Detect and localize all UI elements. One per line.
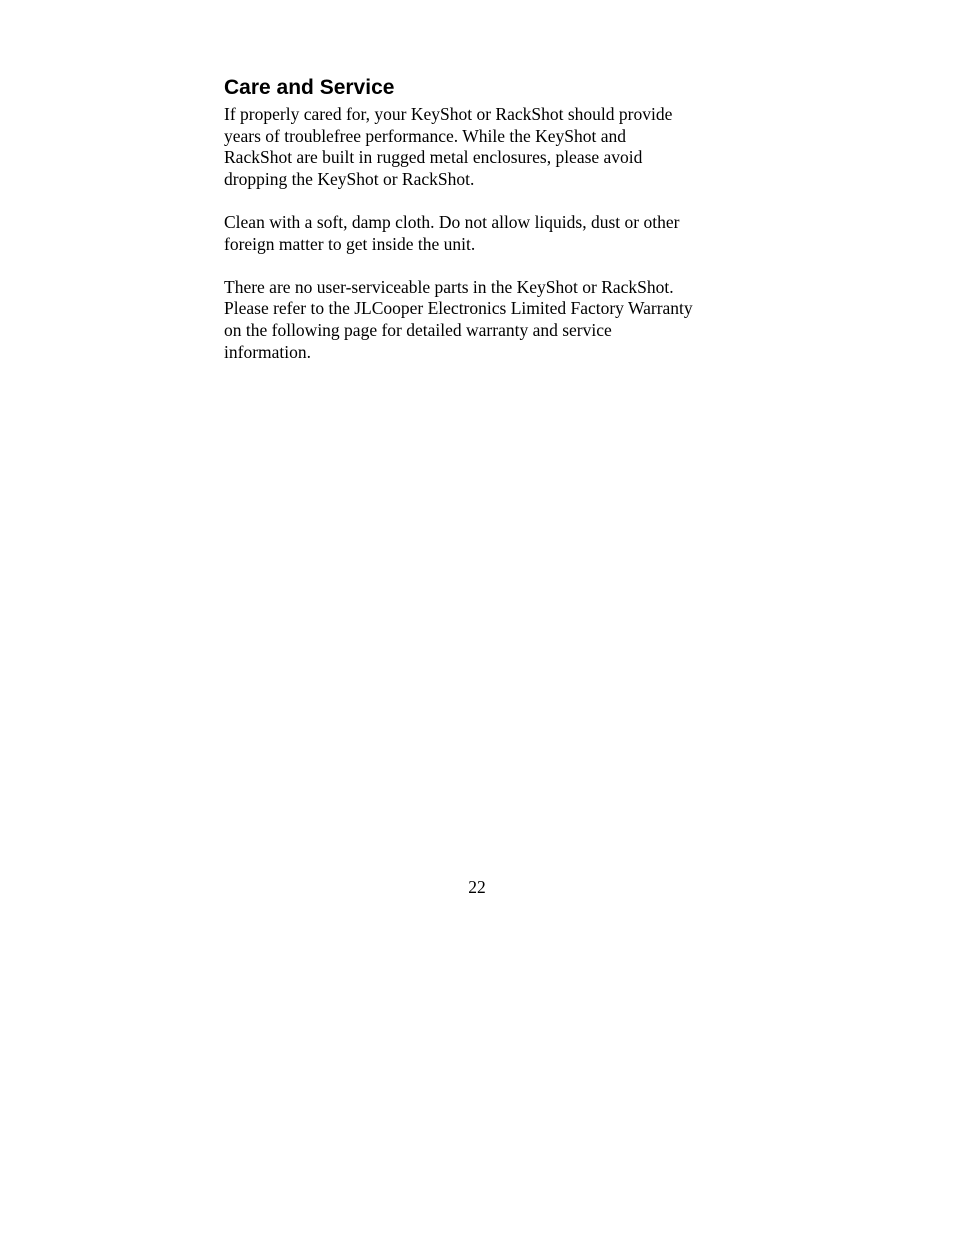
care-and-service-section <box>224 74 734 385</box>
paragraph-service: There are no user-serviceable parts in the KeyShot or RackShot. Please refer to the JLCooper Electronics Limited Factory Warranty on the following page for detailed warranty and service information. <box>224 276 693 362</box>
page-number: 22 <box>468 877 486 897</box>
paragraph-cleaning: Clean with a soft, damp cloth. Do not allow liquids, dust or other foreign matter to get inside the unit. <box>224 211 680 254</box>
section-heading: Care and Service <box>224 76 395 99</box>
paragraph-care: If properly cared for, your KeyShot or RackShot should provide years of troublefree performance. While the KeyShot and RackShot are built in rugged metal enclosures, please avoid dropping the KeyShot or RackShot. <box>224 104 673 189</box>
